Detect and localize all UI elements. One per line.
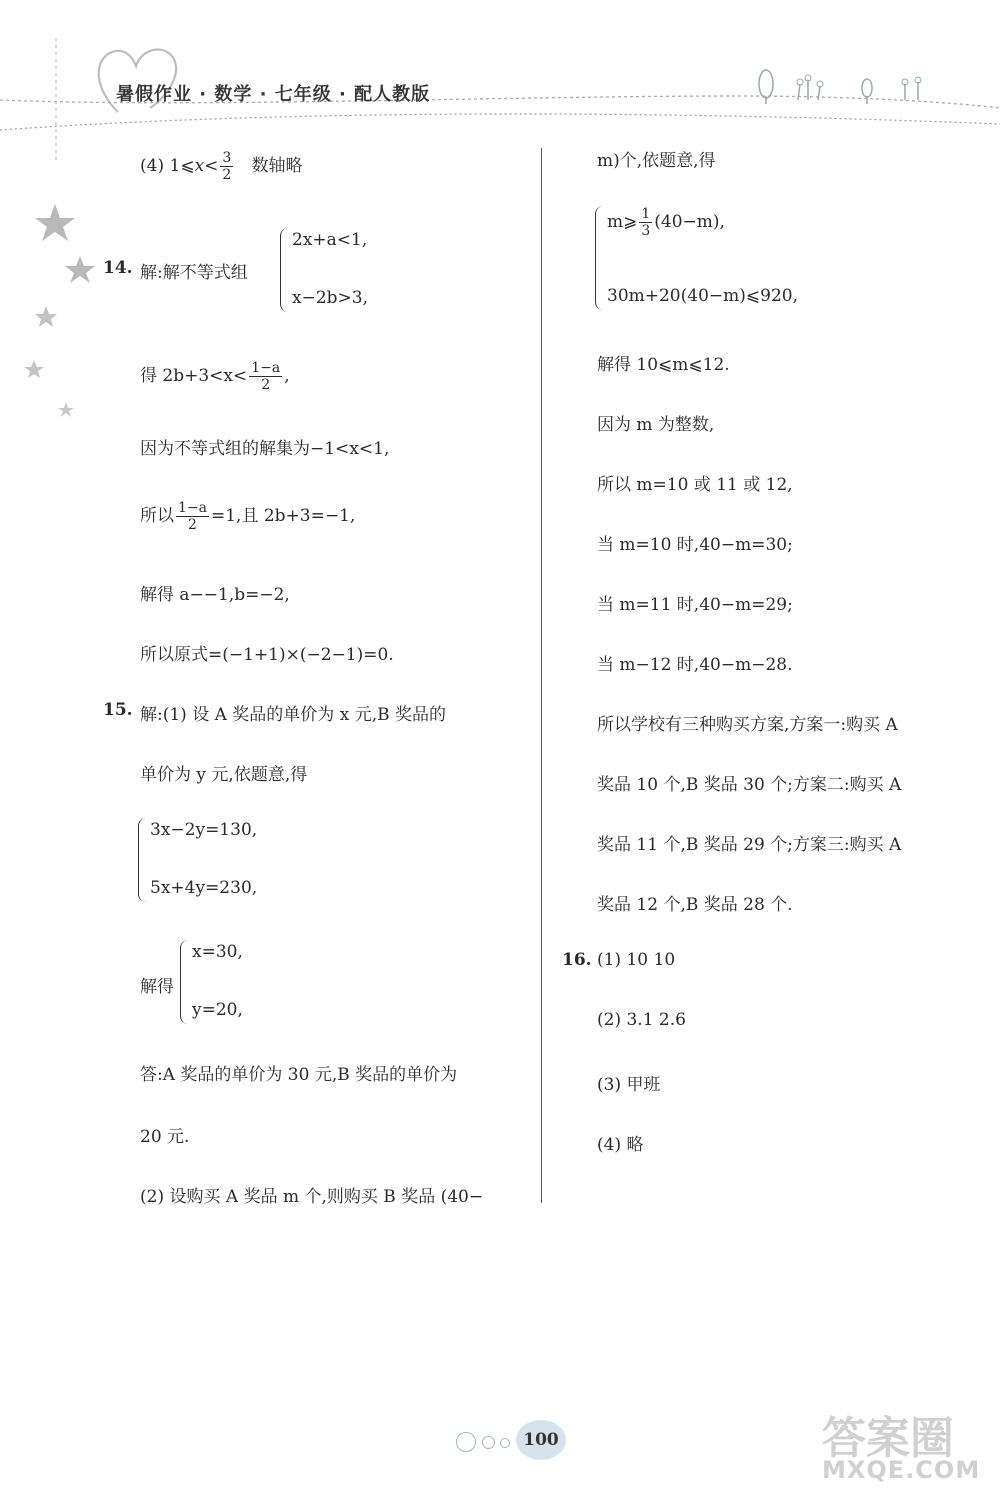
q14-line4: 所以 $\frac{1-a}{2}$ =1,且 2b+3=−1, <box>140 500 356 534</box>
star-icon <box>58 402 74 417</box>
q15-answer-line1: 答:A 奖品的单价为 30 元,B 奖品的单价为 <box>140 1065 458 1085</box>
q14-intro: 解:解不等式组 <box>140 263 248 283</box>
q15-number: 15. <box>103 700 133 720</box>
right-line3: 因为 m 为整数, <box>597 415 715 435</box>
q15-part2: (2) 设购买 A 奖品 m 个,则购买 B 奖品 (40− <box>140 1187 484 1207</box>
right-line8: 所以学校有三种购买方案,方案一:购买 A <box>597 715 898 735</box>
q16-answer2: (2) 3.1 2.6 <box>597 1010 686 1030</box>
q15-equation-system: 3x−2y=130, 5x+4y=230, <box>138 818 298 902</box>
q16-answer1: (1) 10 10 <box>597 950 676 970</box>
star-decorations <box>0 190 100 430</box>
q15-solution-system: x=30, y=20, <box>180 940 280 1024</box>
q16-number: 16. <box>562 950 592 970</box>
footer-ring-tiny <box>500 1438 510 1448</box>
q14-inequality-system: 2x+a<1, x−2b>3, <box>280 228 400 312</box>
star-icon <box>24 360 44 378</box>
page-number: 100 <box>516 1420 566 1460</box>
q14-number: 14. <box>103 258 133 278</box>
footer-ring-small <box>482 1436 495 1449</box>
footer-ring-large <box>456 1432 476 1452</box>
right-line1: m)个,依题意,得 <box>597 151 716 171</box>
q14-line5: 解得 a−−1,b=−2, <box>140 585 290 605</box>
right-inequality-system: m⩾ $\frac{1}{3}$ (40−m), 30m+20(40−m)⩽920, <box>595 206 855 310</box>
right-line6: 当 m=11 时,40−m=29; <box>597 595 793 615</box>
header-title: 暑假作业 · 数学 · 七年级 · 配人教版 <box>116 84 431 105</box>
q16-answer4: (4) 略 <box>597 1135 644 1155</box>
right-line5: 当 m=10 时,40−m=30; <box>597 535 793 555</box>
q14-line3: 因为不等式组的解集为−1<x<1, <box>140 439 390 459</box>
right-line4: 所以 m=10 或 11 或 12, <box>597 475 793 495</box>
q15-answer-line2: 20 元. <box>140 1127 190 1147</box>
right-line9: 奖品 10 个,B 奖品 30 个;方案二:购买 A <box>597 775 902 795</box>
star-icon <box>35 306 57 327</box>
q15-line2: 单价为 y 元,依题意,得 <box>140 765 308 785</box>
right-line10: 奖品 11 个,B 奖品 29 个;方案三:购买 A <box>597 835 902 855</box>
q14-line6: 所以原式=(−1+1)×(−2−1)=0. <box>140 645 394 665</box>
watermark-logo: 答案圈 <box>822 1413 954 1464</box>
q16-answer3: (3) 甲班 <box>597 1075 661 1095</box>
right-line7: 当 m−12 时,40−m−28. <box>597 655 793 675</box>
q14-line2: 得 2b+3<x< $\frac{1-a}{2}$ , <box>140 360 290 394</box>
watermark-url: MXQE.COM <box>822 1456 981 1484</box>
q15-line1: 解:(1) 设 A 奖品的单价为 x 元,B 奖品的 <box>140 705 446 725</box>
header-underline-curve <box>0 114 1000 130</box>
right-line2: 解得 10⩽m⩽12. <box>597 355 730 375</box>
q15-solve-label: 解得 <box>140 977 174 997</box>
right-line11: 奖品 12 个,B 奖品 28 个. <box>597 895 793 915</box>
column-divider <box>541 148 542 1203</box>
star-icon <box>65 256 95 283</box>
star-icon <box>35 204 75 241</box>
q13-part4: (4) 1⩽x< $\frac{3}{2}$ 数轴略 <box>140 150 303 184</box>
